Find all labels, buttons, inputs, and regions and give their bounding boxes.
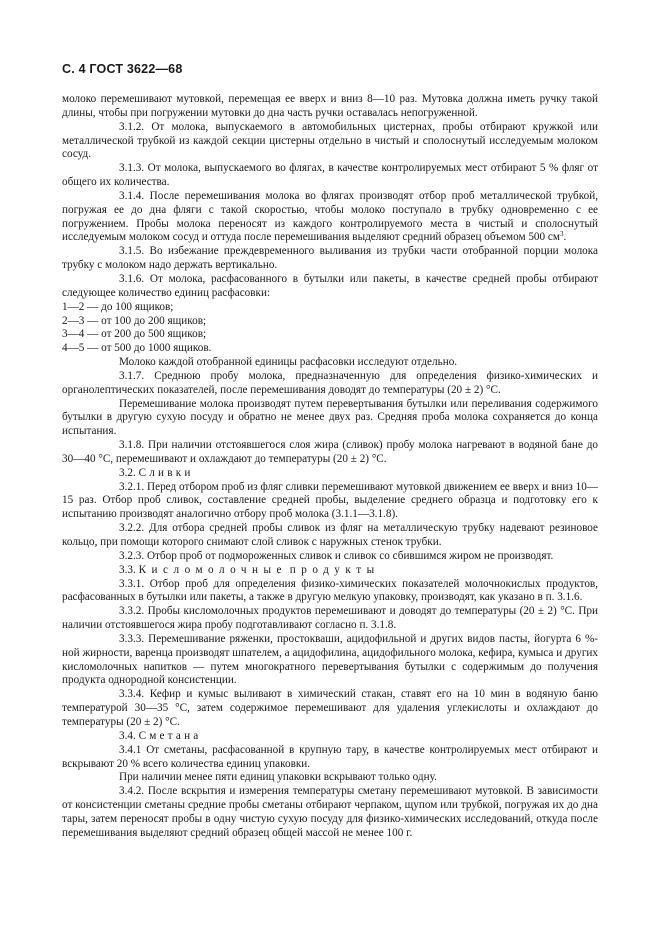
paragraph-3-3-1: 3.3.1. Отбор проб для определения физико-химических показателей молочнокислых продуктов, расфасованных в бутылки или пакеты, а также в другую мелкую упаковку, производят, как указано в п. 3.1.6.: [62, 577, 598, 604]
section-title: Сметана: [138, 729, 202, 742]
section-title: Кисломолочные: [138, 563, 287, 576]
paragraph-3-1-6: 3.1.6. От молока, расфасованного в бутылки или пакеты, в качестве средней пробы отбирают следующее количество единиц расфасовки:: [62, 272, 598, 299]
paragraph-3-2-2: 3.2.2. Для отбора средней пробы сливок из фляг на металлическую трубку надевают резиновое кольцо, при помощи которого снимают слой сливок с наружных стенок трубки.: [62, 522, 598, 548]
section-number: 3.3.: [119, 563, 136, 576]
paragraph-3-1-3: 3.1.3. От молока, выпускаемого во флягах, в качестве контролируемых мест отбирают 5 % фляг от общего их количества.: [62, 162, 598, 189]
list-item: 4—5 — от 500 до 1000 ящиков.: [62, 342, 212, 355]
paragraph-end: .: [563, 231, 567, 244]
page-header: С. 4 ГОСТ 3622—68: [62, 62, 183, 76]
section-number: 3.2.: [119, 466, 136, 479]
list-item: 2—3 — от 100 до 200 ящиков;: [62, 314, 207, 327]
section-title: Сливки: [138, 466, 194, 479]
paragraph-3-4-2: 3.4.2. После вскрытия и измерения температуры сметану перемешивают мутовкой. В зависимости от консистенции сметаны средние пробы сметаны отбирают черпаком, щупом или трубкой, погружая их до дна тары, затем переносят пробы в одну чистую сухую посуду для физико-химических исследований, откуда после перемешивания выделяют средний образец общей массой не менее 100 г.: [62, 785, 598, 839]
section-title: продукты: [289, 563, 380, 576]
paragraph-3-3-2: 3.3.2. Пробы кисломолочных продуктов перемешивают и доводят до температуры (20 ± 2) °С. При наличии отстоявшегося жира пробу подготавливают согласно п. 3.1.8.: [62, 605, 598, 632]
paragraph: При наличии менее пяти единиц упаковки вскрывают только одну.: [119, 771, 437, 784]
list-item: 1—2 — до 100 ящиков;: [62, 300, 174, 313]
paragraph: Перемешивание молока производят путем перевертывания бутылки или переливания содержимого бутылки в другую сухую посуду и обратно не менее двух раз. Средняя проба молока сохраняется до конца испытания.: [62, 397, 598, 438]
paragraph-text: 3.1.4. После перемешивания молока во флягах производят отбор проб металлической трубкой, погружая ее до дна фляги с такой скоростью, чтобы молоко поступало в трубку одновременно с ее погружением. Пробы молока переносят из каждого контролируемого места в чистый и сполоснутый исследуемым молоком сосуд и оттуда после перемешивания выделяют средний образец объемом 500 см: [62, 189, 598, 244]
section-heading-3-4: [62, 730, 598, 744]
paragraph-3-1-5: 3.1.5. Во избежание преждевременного выливания из трубки части отобранной порции молока трубку с молоком надо держать вертикально.: [62, 245, 598, 272]
section-heading-3-2: [62, 467, 598, 481]
list-item: 3—4 — от 200 до 500 ящиков;: [62, 328, 207, 341]
paragraph-3-2-1: 3.2.1. Перед отбором проб из фляг сливки перемешивают мутовкой движением ее вверх и вниз 10—15 раз. Отбор проб сливок, составление средней пробы, выделение среднего образца и подготовку его к испытанию производят аналогично отбору проб молока (3.1.1—3.1.8).: [62, 480, 598, 521]
paragraph-3-3-3: 3.3.3. Перемешивание ряженки, простокваши, ацидофильной и других видов пасты, йогурта 6 %-ной жирности, варенца производят шпателем, а ацидофилина, ацидофильного молока, кефира, кумыса и других кисломолочных напитков — путем многократного перевертывания бутылки с содержимым до получения продукта однородной консистенции.: [62, 632, 598, 687]
superscript: 3: [559, 230, 564, 239]
paragraph-3-4-1: 3.4.1 От сметаны, расфасованной в крупную тару, в качестве контролируемых мест отбирают и вскрывают 20 % всего количества единиц упаковки.: [62, 743, 598, 770]
paragraph-3-3-4: 3.3.4. Кефир и кумыс выливают в химический стакан, ставят его на 10 мин в водяную баню температурой 30—35 °С, затем содержимое перемешивают для удаления углекислоты и охлаждают до температуры (20 ± 2) °С.: [62, 688, 598, 728]
section-number: 3.4.: [119, 729, 136, 742]
paragraph: молоко перемешивают мутовкой, перемещая ее вверх и вниз 8—10 раз. Мутовка должна иметь ручку такой длины, чтобы при погружении мутовки до дна часть ручки оставалась непогруженной.: [62, 93, 598, 119]
paragraph: Молоко каждой отобранной единицы расфасовки исследуют отдельно.: [119, 356, 458, 369]
paragraph-3-1-8: 3.1.8. При наличии отстоявшегося слоя жира (сливок) пробу молока нагревают в водяной бане до 30—40 °С, перемешивают и охлаждают до температуры (20 ± 2) °С.: [62, 439, 598, 465]
paragraph-3-1-2: 3.1.2. От молока, выпускаемого в автомобильных цистернах, пробы отбирают кружкой или металлической трубкой из каждой секции цистерны отдельно в чистый и сполоснутый исследуемым молоком сосуд.: [62, 120, 598, 161]
paragraph-3-2-3: 3.2.3. Отбор проб от подмороженных сливок и сливок со сбившимся жиром не производят.: [119, 549, 554, 562]
section-heading-3-3: [62, 564, 598, 578]
paragraph-3-1-7: 3.1.7. Среднюю пробу молока, предназначенную для определения физико-химических и органолептических показателей, после перемешивания доводят до температуры (20 ± 2) °С.: [62, 369, 598, 396]
paragraph-3-1-4: [62, 190, 598, 245]
document-body: [62, 93, 598, 841]
